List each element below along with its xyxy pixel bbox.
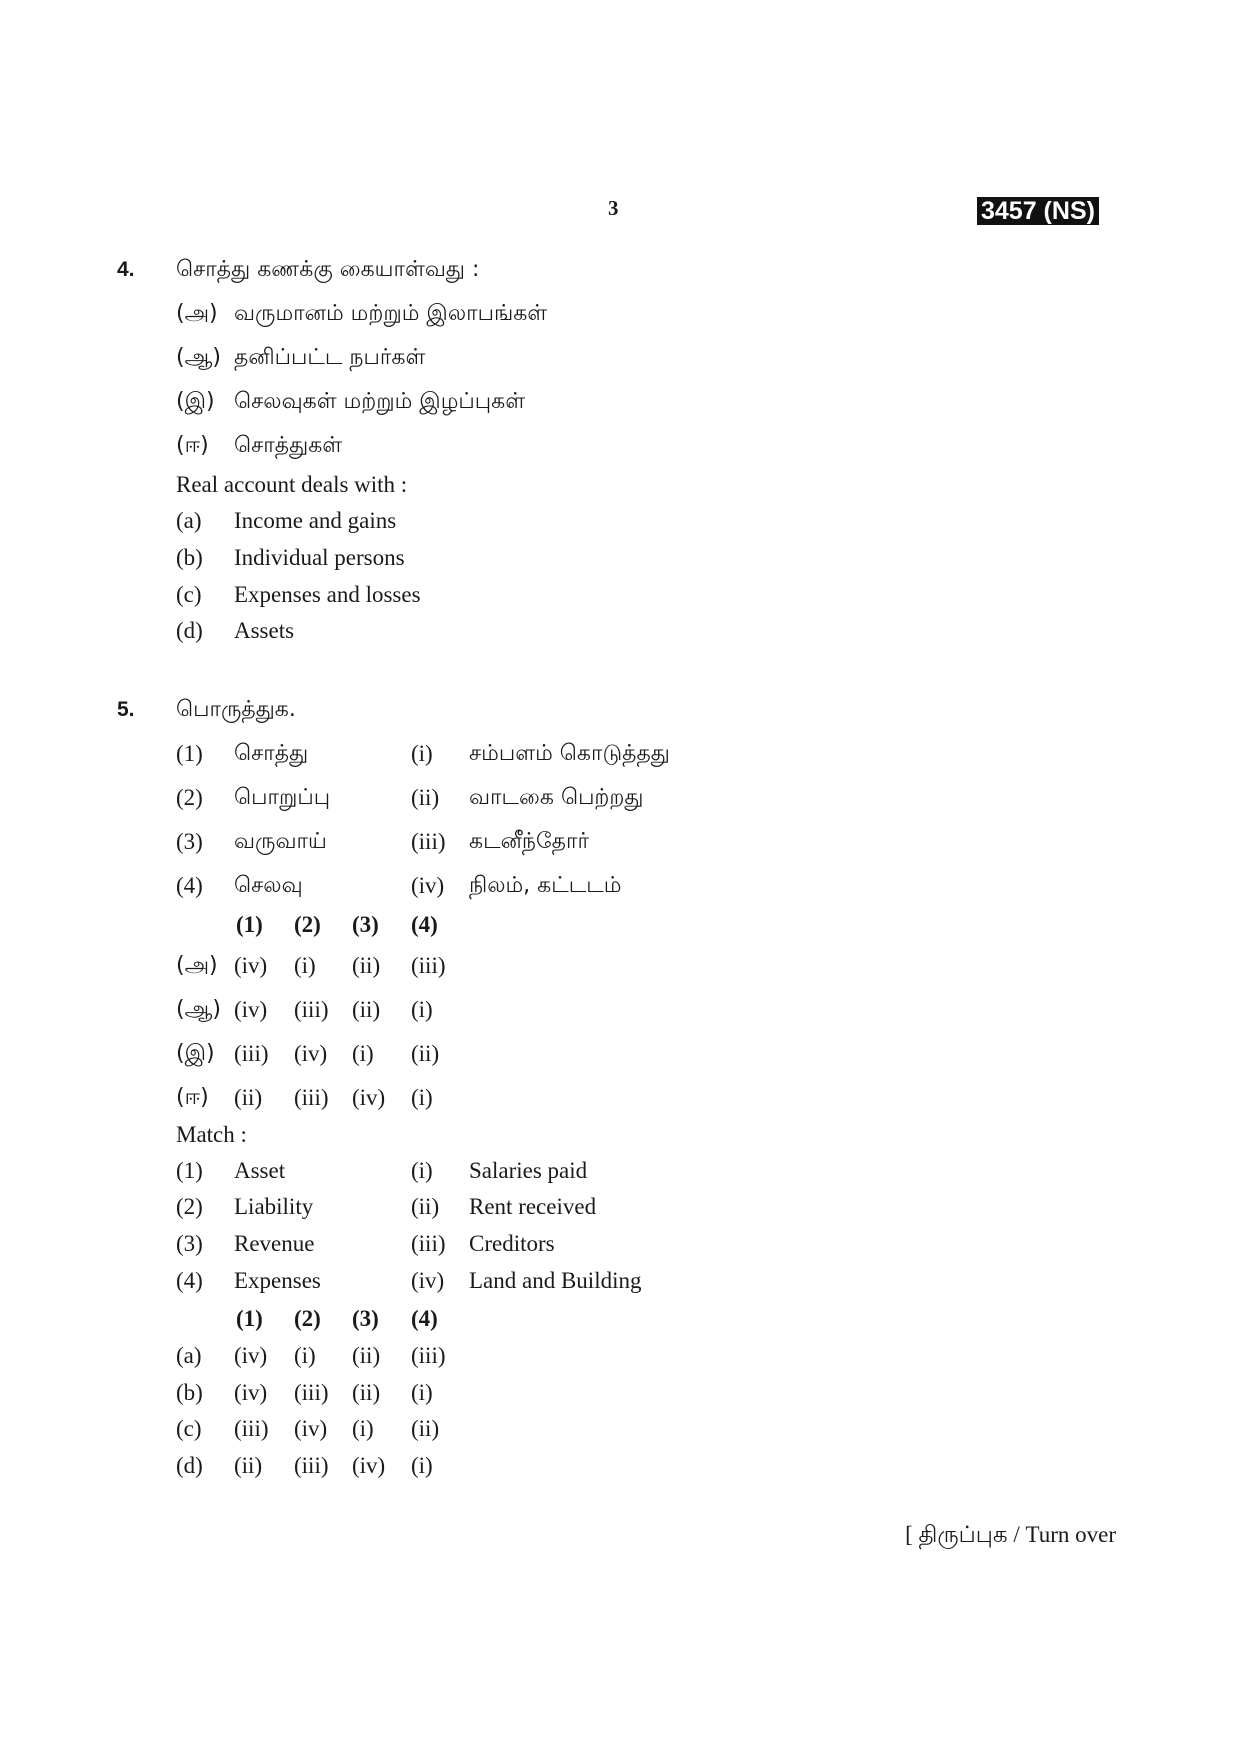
option-label: (ஆ) <box>176 997 221 1022</box>
match-right-number: (i) <box>411 1158 433 1183</box>
answer-value: (iv) <box>234 953 268 978</box>
answer-column-header: (1) <box>236 1306 263 1331</box>
q4-option-english-b <box>0 545 1240 575</box>
match-right-text: Land and Building <box>469 1268 642 1293</box>
q5-match-row-english-1 <box>0 1158 1240 1188</box>
match-left-text: Revenue <box>234 1231 315 1256</box>
match-left-number: (2) <box>176 1194 203 1219</box>
match-left-number: (3) <box>176 829 203 854</box>
match-right-number: (iv) <box>411 1268 445 1293</box>
q5-answer-option-english-b <box>0 1380 1240 1410</box>
match-right-number: (iii) <box>411 829 446 854</box>
option-label: (இ) <box>176 389 215 414</box>
question-5-stem-english: Match : <box>176 1122 247 1147</box>
answer-value: (iii) <box>294 997 329 1022</box>
option-text: தனிப்பட்ட நபர்கள் <box>234 345 426 370</box>
q4-option-english-a <box>0 508 1240 538</box>
option-label: (b) <box>176 545 203 570</box>
answer-value: (i) <box>411 997 433 1022</box>
match-left-number: (4) <box>176 1268 203 1293</box>
match-left-number: (4) <box>176 873 203 898</box>
question-4-number: 4. <box>117 258 135 281</box>
answer-value: (ii) <box>352 997 381 1022</box>
match-left-text: செலவு <box>234 873 303 898</box>
answer-value: (ii) <box>352 1380 381 1405</box>
option-label: (c) <box>176 582 202 607</box>
answer-column-header: (1) <box>236 912 263 937</box>
answer-value: (iii) <box>294 1085 329 1110</box>
q4-option-tamil-2 <box>0 345 1240 375</box>
match-right-text: Salaries paid <box>469 1158 588 1183</box>
answer-value: (ii) <box>411 1041 440 1066</box>
option-text: சொத்துகள் <box>234 433 343 458</box>
match-left-text: பொறுப்பு <box>234 785 331 810</box>
answer-value: (iv) <box>352 1453 386 1478</box>
answer-value: (i) <box>352 1416 374 1441</box>
option-label: (b) <box>176 1380 203 1405</box>
match-right-number: (i) <box>411 741 433 766</box>
answer-column-header: (2) <box>294 912 321 937</box>
question-5-number: 5. <box>117 698 135 721</box>
answer-value: (iii) <box>234 1041 269 1066</box>
match-right-text: சம்பளம் கொடுத்தது <box>469 741 670 766</box>
option-label: (d) <box>176 618 203 643</box>
option-text: Individual persons <box>234 545 405 570</box>
q5-answer-option-english-d <box>0 1453 1240 1483</box>
q5-match-row-tamil-2 <box>0 785 1240 815</box>
q5-match-row-tamil-3 <box>0 829 1240 859</box>
option-label: (ஈ) <box>176 1085 209 1110</box>
match-right-number: (iii) <box>411 1231 446 1256</box>
q5-match-row-english-4 <box>0 1268 1240 1298</box>
option-label: (a) <box>176 1343 202 1368</box>
question-4-stem-english: Real account deals with : <box>176 472 408 497</box>
answer-value: (ii) <box>352 953 381 978</box>
answer-value: (iii) <box>294 1453 329 1478</box>
match-left-text: Asset <box>234 1158 286 1183</box>
turn-over-note: [ திருப்புக / Turn over <box>905 1522 1116 1547</box>
q5-answer-header-tamil <box>0 912 1240 942</box>
answer-column-header: (4) <box>411 1306 438 1331</box>
answer-value: (ii) <box>234 1453 263 1478</box>
answer-value: (iii) <box>411 1343 446 1368</box>
answer-column-header: (2) <box>294 1306 321 1331</box>
answer-value: (i) <box>411 1380 433 1405</box>
match-right-number: (iv) <box>411 873 445 898</box>
answer-value: (i) <box>294 1343 316 1368</box>
answer-value: (iii) <box>294 1380 329 1405</box>
answer-value: (i) <box>294 953 316 978</box>
page-number: 3 <box>608 196 619 220</box>
option-label: (இ) <box>176 1041 215 1066</box>
option-text: Expenses and losses <box>234 582 421 607</box>
match-left-number: (3) <box>176 1231 203 1256</box>
option-text: வருமானம் மற்றும் இலாபங்கள் <box>234 301 548 326</box>
match-left-text: Liability <box>234 1194 314 1219</box>
q5-match-row-english-3 <box>0 1231 1240 1261</box>
match-right-number: (ii) <box>411 785 440 810</box>
paper-code-badge: 3457 (NS) <box>977 197 1099 225</box>
answer-value: (iv) <box>352 1085 386 1110</box>
option-label: (d) <box>176 1453 203 1478</box>
q5-answer-option-tamil-4 <box>0 1085 1240 1115</box>
match-right-text: Rent received <box>469 1194 597 1219</box>
answer-value: (iv) <box>234 1343 268 1368</box>
option-label: (ஆ) <box>176 345 221 370</box>
option-label: (அ) <box>176 953 218 978</box>
answer-value: (i) <box>411 1085 433 1110</box>
option-text: Income and gains <box>234 508 397 533</box>
match-right-text: வாடகை பெற்றது <box>469 785 644 810</box>
answer-value: (ii) <box>352 1343 381 1368</box>
option-label: (ஈ) <box>176 433 209 458</box>
q4-option-tamil-3 <box>0 389 1240 419</box>
answer-value: (ii) <box>411 1416 440 1441</box>
match-left-number: (2) <box>176 785 203 810</box>
q5-answer-option-english-a <box>0 1343 1240 1373</box>
answer-value: (ii) <box>234 1085 263 1110</box>
answer-value: (i) <box>352 1041 374 1066</box>
q4-option-tamil-1 <box>0 301 1240 331</box>
answer-value: (iii) <box>411 953 446 978</box>
q5-answer-option-tamil-3 <box>0 1041 1240 1071</box>
match-left-text: சொத்து <box>234 741 309 766</box>
match-right-text: கடனீந்தோர் <box>469 829 589 854</box>
answer-value: (iv) <box>294 1041 328 1066</box>
option-text: Assets <box>234 618 295 643</box>
answer-column-header: (3) <box>352 912 379 937</box>
match-left-text: Expenses <box>234 1268 321 1293</box>
q5-answer-option-english-c <box>0 1416 1240 1446</box>
option-label: (c) <box>176 1416 202 1441</box>
answer-value: (iv) <box>294 1416 328 1441</box>
option-text: செலவுகள் மற்றும் இழப்புகள் <box>234 389 526 414</box>
q5-answer-option-tamil-2 <box>0 997 1240 1027</box>
q4-option-tamil-4 <box>0 433 1240 463</box>
q4-option-english-d <box>0 618 1240 648</box>
q5-match-row-tamil-1 <box>0 741 1240 771</box>
q5-answer-option-tamil-1 <box>0 953 1240 983</box>
answer-value: (i) <box>411 1453 433 1478</box>
answer-column-header: (4) <box>411 912 438 937</box>
option-label: (அ) <box>176 301 218 326</box>
answer-value: (iii) <box>234 1416 269 1441</box>
question-5-stem-tamil: பொருத்துக. <box>176 697 296 722</box>
answer-value: (iv) <box>234 997 268 1022</box>
q5-match-row-english-2 <box>0 1194 1240 1224</box>
answer-column-header: (3) <box>352 1306 379 1331</box>
q5-answer-header-english <box>0 1306 1240 1336</box>
match-left-number: (1) <box>176 741 203 766</box>
question-4-stem-tamil: சொத்து கணக்கு கையாள்வது : <box>176 257 480 282</box>
match-left-text: வருவாய் <box>234 829 327 854</box>
match-right-text: Creditors <box>469 1231 555 1256</box>
answer-value: (iv) <box>234 1380 268 1405</box>
match-left-number: (1) <box>176 1158 203 1183</box>
q5-match-row-tamil-4 <box>0 873 1240 903</box>
match-right-text: நிலம், கட்டடம் <box>469 873 622 898</box>
option-label: (a) <box>176 508 202 533</box>
q4-option-english-c <box>0 582 1240 612</box>
match-right-number: (ii) <box>411 1194 440 1219</box>
